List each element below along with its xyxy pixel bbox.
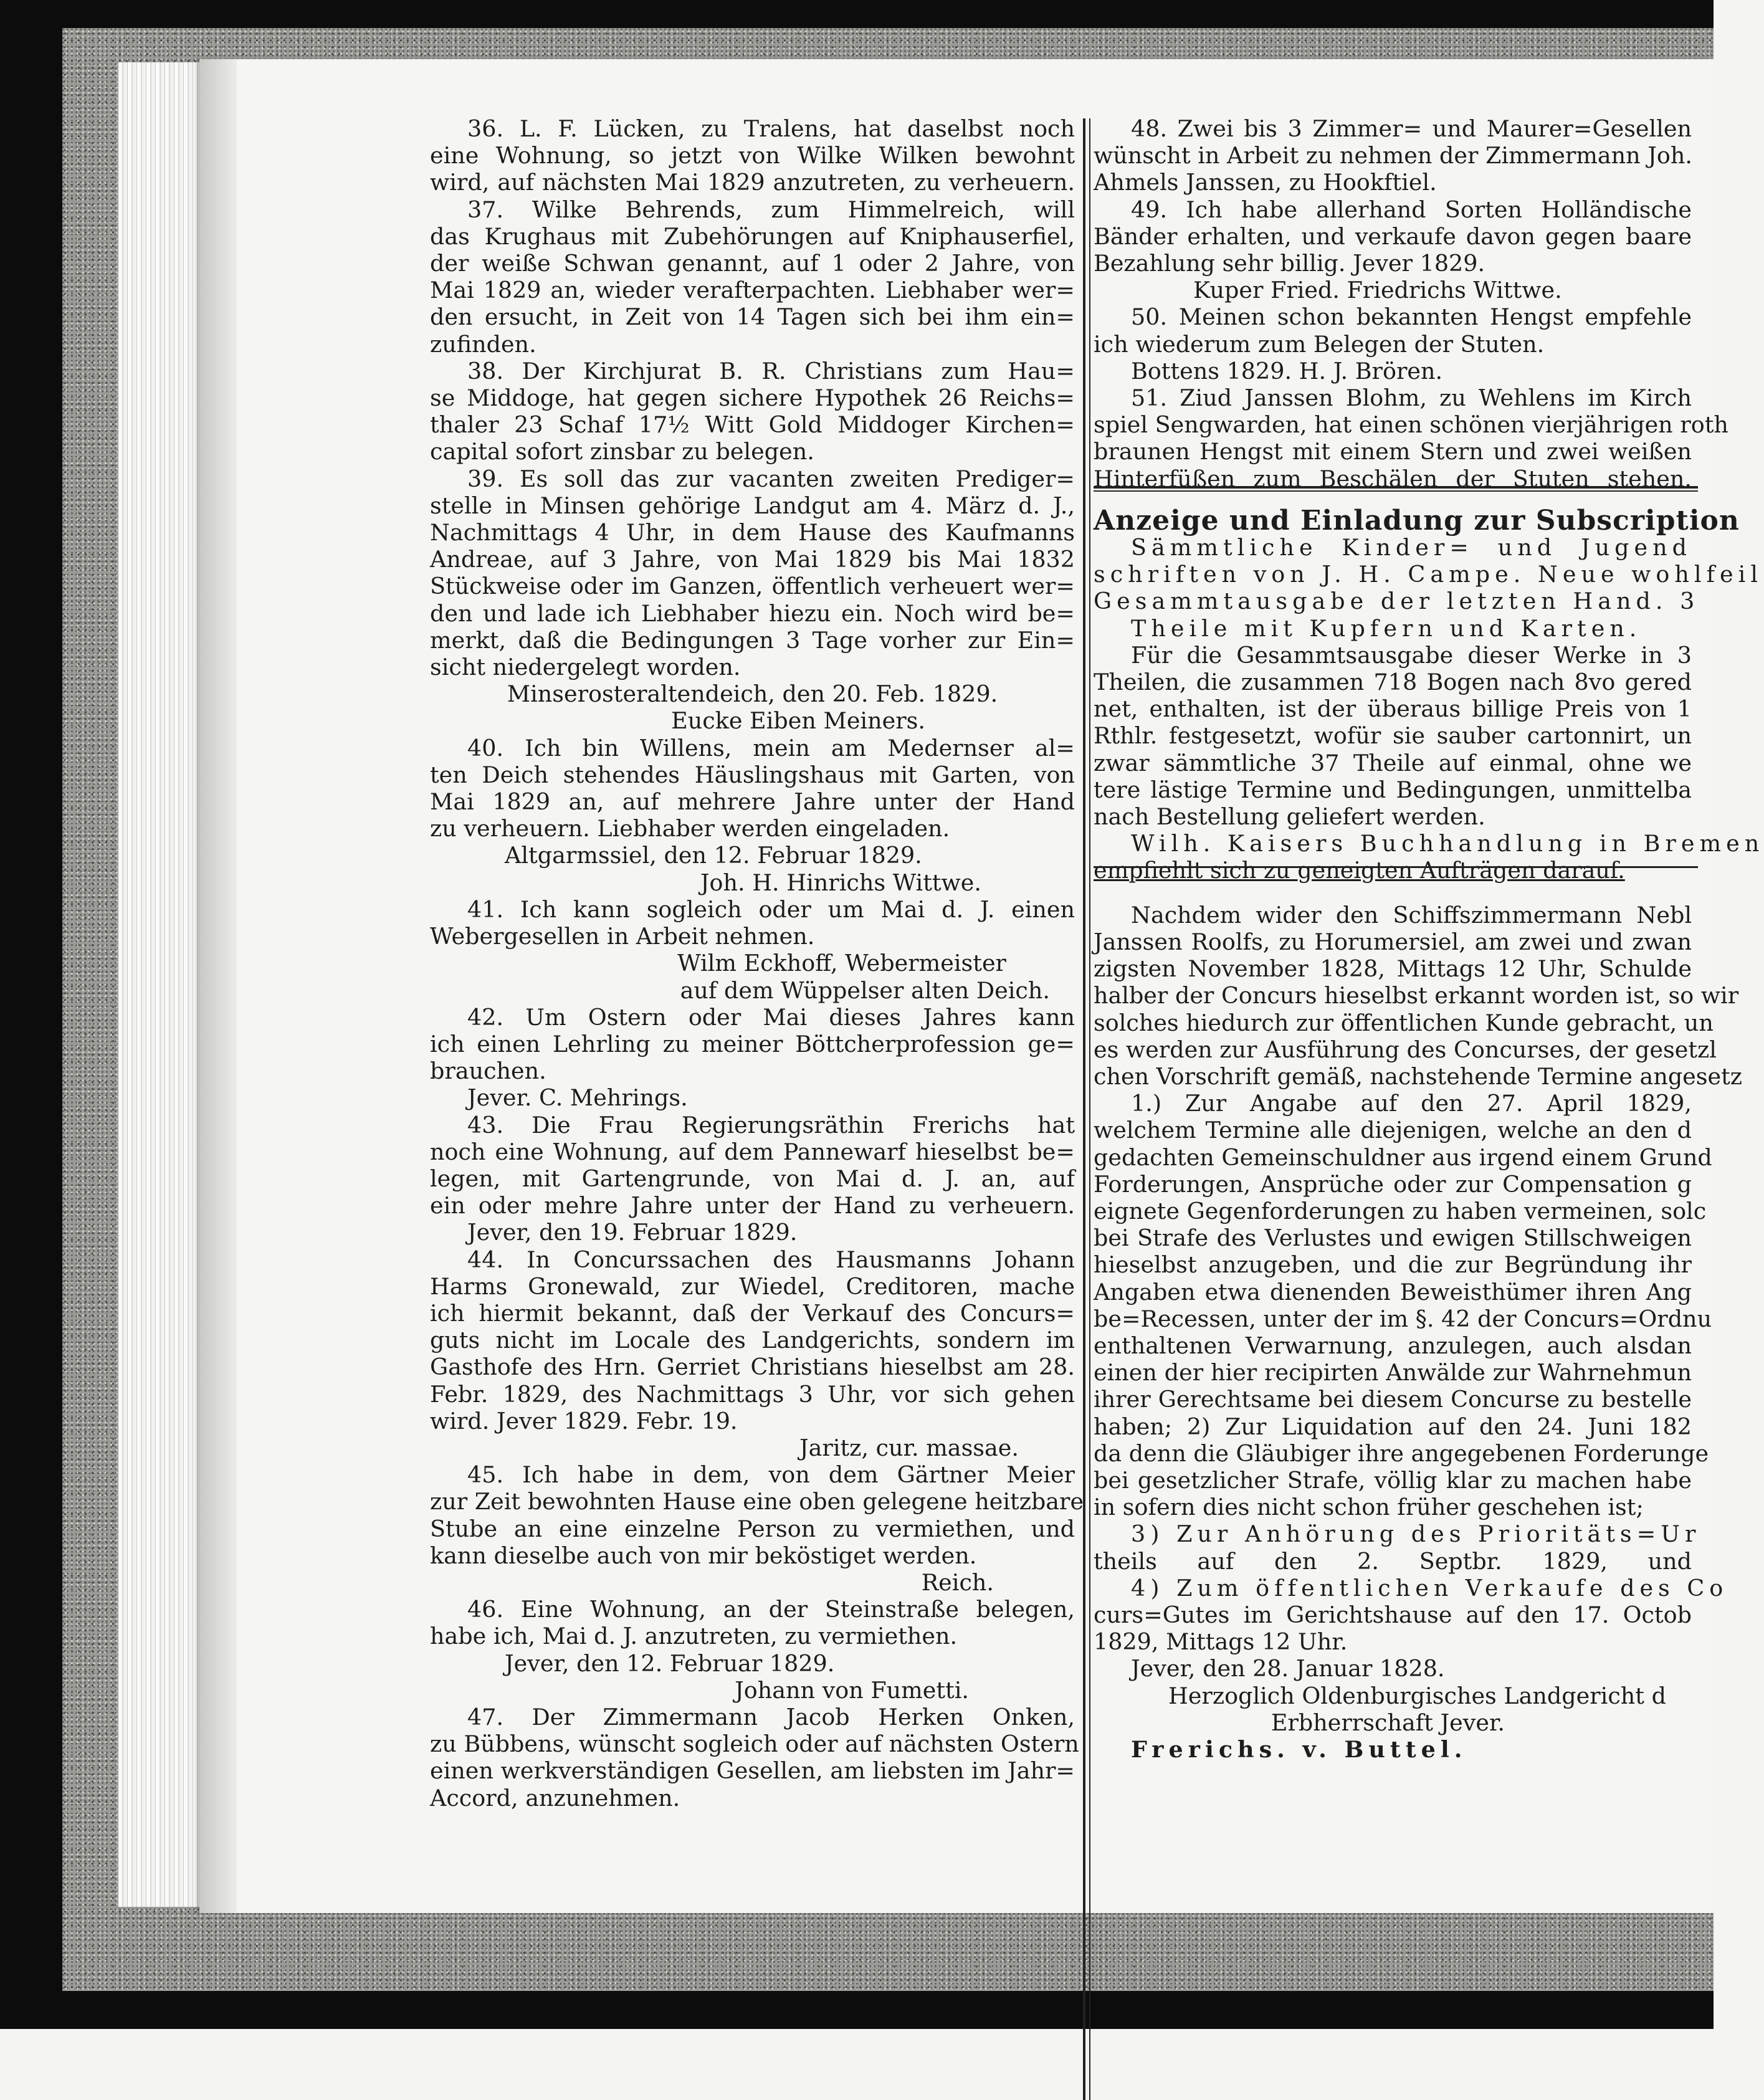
text-line: ihrer Gerechtsame bei diesem Concurse zu bestelle [1094,1386,1692,1413]
text-line: hieselbst anzugeben, und die zur Begründung ihr [1094,1251,1692,1279]
text-line: 45. Ich habe in dem, von dem Gärtner Meier [467,1461,1075,1489]
section-rule-2 [1094,866,1698,868]
text-line: tere lästige Termine und Bedingungen, unmittelba [1094,776,1692,803]
text-line: chen Vorschrift gemäß, nachstehende Termine angesetz [1094,1062,1743,1090]
text-line: Jever, den 28. Januar 1828. [1131,1655,1445,1682]
text-line: bei Strafe des Verlustes und ewigen Stillschweigen [1094,1224,1692,1252]
text-line: Wilh. Kaisers Buchhandlung in Bremen [1131,830,1764,857]
text-line: Webergesellen in Arbeit nehmen. [430,923,815,950]
text-line: auf dem Wüppelser alten Deich. [680,976,1050,1004]
text-line: kann dieselbe auch von mir beköstiget werden. [430,1542,977,1569]
text-line: se Middoge, hat gegen sichere Hypothek 26 Reichs= [430,384,1075,412]
text-line: Janssen Roolfs, zu Horumersiel, am zwei und zwan [1094,928,1692,955]
text-line: 47. Der Zimmermann Jacob Herken Onken, [467,1703,1075,1730]
concurs-notice [1094,901,1743,1764]
text-line: guts nicht im Locale des Landgerichts, sondern im [430,1327,1075,1354]
text-line: braunen Hengst mit einem Stern und zwei weißen [1094,438,1692,465]
text-line: Forderungen, Ansprüche oder zur Compensation g [1094,1170,1692,1198]
column-divider [1083,118,1085,2100]
text-line: Frerichs. v. Buttel. [1131,1735,1467,1763]
text-line: Gesammtausgabe der letzten Hand. 3 [1094,588,1700,615]
text-line: Jever, den 19. Februar 1829. [467,1219,798,1246]
text-line: 43. Die Frau Regierungsräthin Frerichs hat [467,1111,1075,1138]
text-line: es werden zur Ausführung des Concurses, der gesetzl [1094,1036,1717,1063]
text-line: Johann von Fumetti. [735,1676,969,1704]
text-line: zufinden. [430,330,536,358]
text-line: Mai 1829 an, wieder verafterpachten. Liebhaber wer= [430,277,1075,304]
text-line: eine Wohnung, so jetzt von Wilke Wilken bewohnt [430,142,1075,169]
text-line: welchem Termine alle diejenigen, welche an den d [1094,1117,1692,1144]
text-line: habe ich, Mai d. J. anzutreten, zu vermiethen. [430,1623,958,1650]
text-line: ich einen Lehrling zu meiner Böttcherprofession ge= [430,1030,1075,1057]
text-line: 42. Um Ostern oder Mai dieses Jahres kann [467,1003,1075,1031]
text-line: Eucke Eiben Meiners. [671,707,925,735]
text-line: Altgarmssiel, den 12. Februar 1829. [505,842,922,869]
text-line: spiel Sengwarden, hat einen schönen vierjährigen roth [1094,411,1728,439]
text-line: 41. Ich kann sogleich oder um Mai d. J. einen [467,895,1075,923]
text-line: Nachdem wider den Schiffszimmermann Nebl [1131,901,1692,928]
text-line: Für die Gesammtsausgabe dieser Werke in 3 [1131,641,1692,669]
text-line: wird, auf nächsten Mai 1829 anzutreten, zu verheuern. [430,169,1075,196]
text-line: Stückweise oder im Ganzen, öffentlich verheuert wer= [430,573,1075,600]
text-line: Rthlr. festgesetzt, wofür sie sauber cartonnirt, un [1094,722,1692,750]
text-line: Jever, den 12. Februar 1829. [505,1649,835,1677]
text-line: 48. Zwei bis 3 Zimmer= und Maurer=Gesellen [1131,115,1692,142]
text-line: Reich. [921,1568,994,1596]
text-line: net, enthalten, ist der überaus billige Preis von 1 [1094,695,1692,723]
text-line: gedachten Gemeinschuldner aus irgend einem Grund [1094,1143,1712,1171]
page-binding-shadow [199,59,237,1913]
text-line: Sämmtliche Kinder= und Jugend [1131,534,1692,561]
text-line: ich hiermit bekannt, daß der Verkauf des Concurs= [430,1299,1075,1327]
text-line: Herzoglich Oldenburgisches Landgericht d [1168,1682,1666,1709]
spacer [1094,884,1692,902]
text-line: Gasthofe des Hrn. Gerriet Christians hieselbst am 28. [430,1353,1075,1381]
column-divider-thin [1089,118,1090,2100]
text-line: zwar sämmtliche 37 Theile auf einmal, ohne we [1094,749,1692,776]
text-line: solches hiedurch zur öffentlichen Kunde gebracht, un [1094,1009,1714,1036]
section-rule-thin [1094,490,1698,492]
text-line: Hinterfüßen zum Beschälen der Stuten stehen. [1094,465,1692,492]
text-line: ich wiederum zum Belegen der Stuten. [1094,330,1545,358]
text-line: ten Deich stehendes Häuslingshaus mit Garten, von [430,761,1075,788]
left-column [430,115,1084,1811]
text-line: 51. Ziud Janssen Blohm, zu Wehlens im Kirch [1131,384,1692,412]
text-line: Mai 1829 an, auf mehrere Jahre unter der Hand [430,788,1075,816]
text-line: 39. Es soll das zur vacanten zweiten Prediger= [467,465,1075,492]
right-column-announcements [1094,115,1728,492]
text-line: 3) Zur Anhörung des Prioritäts=Ur [1131,1520,1701,1548]
text-line: thaler 23 Schaf 17½ Witt Gold Middoger Kirchen= [430,411,1075,439]
text-line: zu verheuern. Liebhaber werden eingeladen. [430,815,950,842]
text-line: Jever. C. Mehrings. [467,1084,688,1112]
text-line: bei gesetzlicher Strafe, völlig klar zu machen habe [1094,1466,1692,1494]
text-line: 50. Meinen schon bekannten Hengst empfehle [1131,303,1692,331]
text-line: Accord, anzunehmen. [430,1784,680,1811]
text-line: legen, mit Gartengrunde, von Mai d. J. an, auf [430,1165,1075,1192]
text-line: be=Recessen, unter der im §. 42 der Concurs=Ordnu [1094,1305,1712,1332]
text-line: Kuper Fried. Friedrichs Wittwe. [1193,277,1562,304]
text-line: empfiehlt sich zu geneigten Aufträgen darauf. [1094,857,1625,884]
text-line: theils auf den 2. Septbr. 1829, und [1094,1547,1692,1575]
text-line: 49. Ich habe allerhand Sorten Holländische [1131,196,1692,223]
section-rule [1094,486,1698,489]
text-line: Ahmels Janssen, zu Hookftiel. [1094,169,1437,196]
text-line: Andreae, auf 3 Jahre, von Mai 1829 bis Mai 1832 [430,546,1075,573]
text-line: in sofern dies nicht schon früher geschehen ist; [1094,1494,1644,1521]
text-line: 36. L. F. Lücken, zu Tralens, hat daselbst noch [467,115,1075,142]
text-line: noch eine Wohnung, auf dem Pannewarf hieselbst be= [430,1138,1075,1165]
text-line: stelle in Minsen gehörige Landgut am 4. März d. J., [430,492,1075,519]
text-line: Theile mit Kupfern und Karten. [1131,614,1642,642]
text-line: schriften von J. H. Campe. Neue wohlfeil [1094,561,1763,588]
text-line: ein oder mehre Jahre unter der Hand zu verheuern. [430,1192,1075,1219]
text-line: Theilen, die zusammen 718 Bogen nach 8vo gered [1094,669,1692,696]
text-line: haben; 2) Zur Liquidation auf den 24. Juni 182 [1094,1413,1692,1440]
text-line: Bottens 1829. H. J. Brören. [1131,357,1443,384]
text-line: das Krughaus mit Zubehörungen auf Kniphauserfiel, [430,222,1075,250]
text-line: einen werkverständigen Gesellen, am liebsten im Jahr= [430,1757,1075,1785]
text-line: der weiße Schwan genannt, auf 1 oder 2 Jahre, von [430,250,1075,277]
text-line: merkt, daß die Bedingungen 3 Tage vorher zur Ein= [430,626,1075,654]
text-line: den ersucht, in Zeit von 14 Tagen sich bei ihm ein= [430,303,1075,331]
text-line: Bezahlung sehr billig. Jever 1829. [1094,250,1485,277]
text-line: wird. Jever 1829. Febr. 19. [430,1407,738,1434]
text-line: Wilm Eckhoff, Webermeister [677,950,1006,977]
text-line: 38. Der Kirchjurat B. R. Christians zum Hau= [467,357,1075,384]
text-line: Harms Gronewald, zur Wiedel, Creditoren, mache [430,1272,1075,1300]
text-line: 46. Eine Wohnung, an der Steinstraße belegen, [467,1596,1075,1623]
text-line: 1829, Mittags 12 Uhr. [1094,1628,1348,1656]
subscription-heading: Anzeige und Einladung zur Subscription [1094,504,1740,537]
text-line: halber der Concurs hieselbst erkannt worden ist, so wir [1094,982,1739,1009]
text-line: Minserosteraltendeich, den 20. Feb. 1829. [507,680,998,708]
text-line: Bänder erhalten, und verkaufe davon gegen baare [1094,222,1692,250]
text-line: 4) Zum öffentlichen Verkaufe des Co [1131,1574,1728,1601]
text-line: Jaritz, cur. massae. [799,1434,1019,1461]
text-line: Stube an eine einzelne Person zu vermiethen, und [430,1515,1075,1542]
text-line: curs=Gutes im Gerichtshause auf den 17. Octob [1094,1601,1692,1628]
text-line: Angaben etwa dienenden Beweisthümer ihren Ang [1094,1278,1692,1305]
text-line: 40. Ich bin Willens, mein am Medernser al= [467,734,1075,761]
text-line: enthaltenen Verwarnung, anzulegen, auch alsdan [1094,1332,1692,1359]
text-line: eignete Gegenforderungen zu haben vermeinen, solc [1094,1197,1707,1224]
text-line: einen der hier recipirten Anwälde zur Wahrnehmun [1094,1359,1692,1386]
text-line: zu Bübbens, wünscht sogleich oder auf nächsten Ostern [430,1730,1079,1758]
text-line: zur Zeit bewohnten Hause eine oben gelegene heitzbare [430,1488,1084,1515]
text-line: den und lade ich Liebhaber hiezu ein. Noch wird be= [430,599,1075,627]
text-line: Erbherrschaft Jever. [1271,1709,1505,1736]
text-line: 44. In Concurssachen des Hausmanns Johann [467,1246,1075,1273]
text-line: Joh. H. Hinrichs Wittwe. [700,869,981,896]
text-line: Febr. 1829, des Nachmittags 3 Uhr, vor sich gehen [430,1380,1075,1408]
text-line: wünscht in Arbeit zu nehmen der Zimmermann Joh. [1094,142,1693,169]
text-line: 37. Wilke Behrends, zum Himmelreich, will [467,196,1075,223]
subscription-block [1094,534,1764,884]
text-line: zigsten November 1828, Mittags 12 Uhr, Schulde [1094,955,1692,983]
text-line: Nachmittags 4 Uhr, in dem Hause des Kaufmanns [430,519,1075,546]
text-line: capital sofort zinsbar zu belegen. [430,438,814,465]
text-line: nach Bestellung geliefert werden. [1094,803,1485,831]
text-line: 1.) Zur Angabe auf den 27. April 1829, [1131,1090,1692,1117]
text-line: sicht niedergelegt worden. [430,654,741,681]
right-column [1094,115,1764,1910]
text-line: brauchen. [430,1057,546,1085]
text-line: da denn die Gläubiger ihre angegebenen Forderunge [1094,1439,1709,1467]
